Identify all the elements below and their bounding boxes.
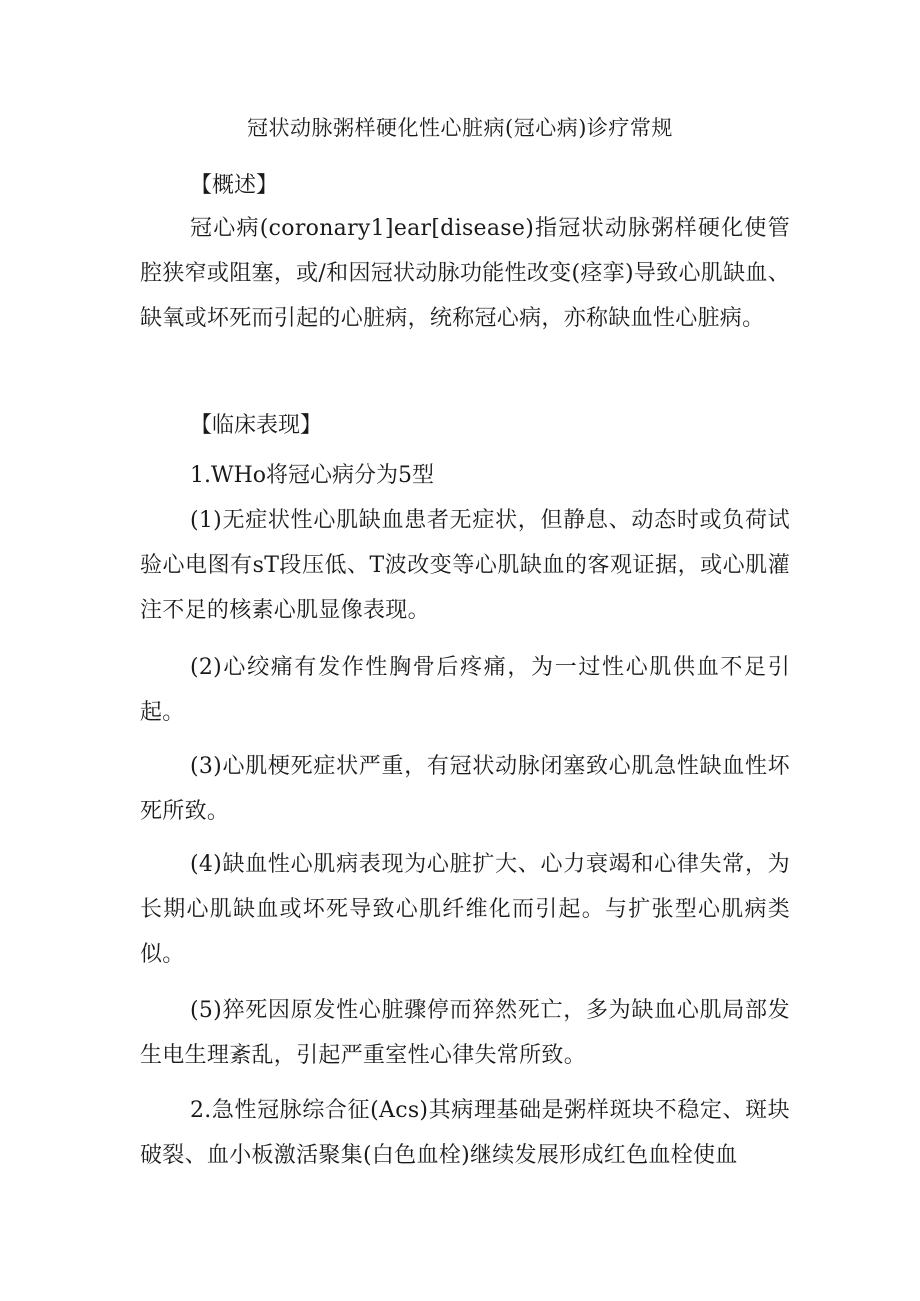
acs-paragraph: 2.急性冠脉综合征(Acs)其病理基础是粥样斑块不稳定、斑块破裂、血小板激活聚集(白色血栓)继续发展形成红色血栓使血 (140, 1098, 790, 1168)
clinical-heading: 【临床表现】 (190, 413, 323, 438)
who-classification-item: 1.WHo将冠心病分为5型 (190, 463, 435, 488)
type3-paragraph: (3)心肌梗死症状严重，有冠状动脉闭塞致心肌急性缺血性坏死所致。 (140, 754, 790, 824)
type4-paragraph: (4)缺血性心肌病表现为心脏扩大、心力衰竭和心律失常，为长期心肌缺血或坏死导致心肌纤维化而引起。与扩张型心肌病类似。 (140, 852, 790, 967)
type5-paragraph: (5)猝死因原发性心脏骤停而猝然死亡，多为缺血心肌局部发生电生理紊乱，引起严重室性心律失常所致。 (140, 998, 790, 1068)
type1-paragraph: (1)无症状性心肌缺血患者无症状，但静息、动态时或负荷试验心电图有sT段压低、T波改变等心肌缺血的客观证据，或心肌灌注不足的核素心肌显像表现。 (140, 508, 790, 623)
overview-heading: 【概述】 (190, 173, 279, 198)
overview-paragraph: 冠心病(coronary1]ear[disease)指冠状动脉粥样硬化使管腔狭窄或阻塞，或/和因冠状动脉功能性改变(痉挛)导致心肌缺血、缺氧或坏死而引起的心脏病，统称冠心病，亦称缺血性心脏病。 (140, 216, 790, 331)
document-title: 冠状动脉粥样硬化性心脏病(冠心病)诊疗常规 (247, 116, 673, 140)
type2-paragraph: (2)心绞痛有发作性胸骨后疼痛，为一过性心肌供血不足引起。 (140, 655, 790, 725)
